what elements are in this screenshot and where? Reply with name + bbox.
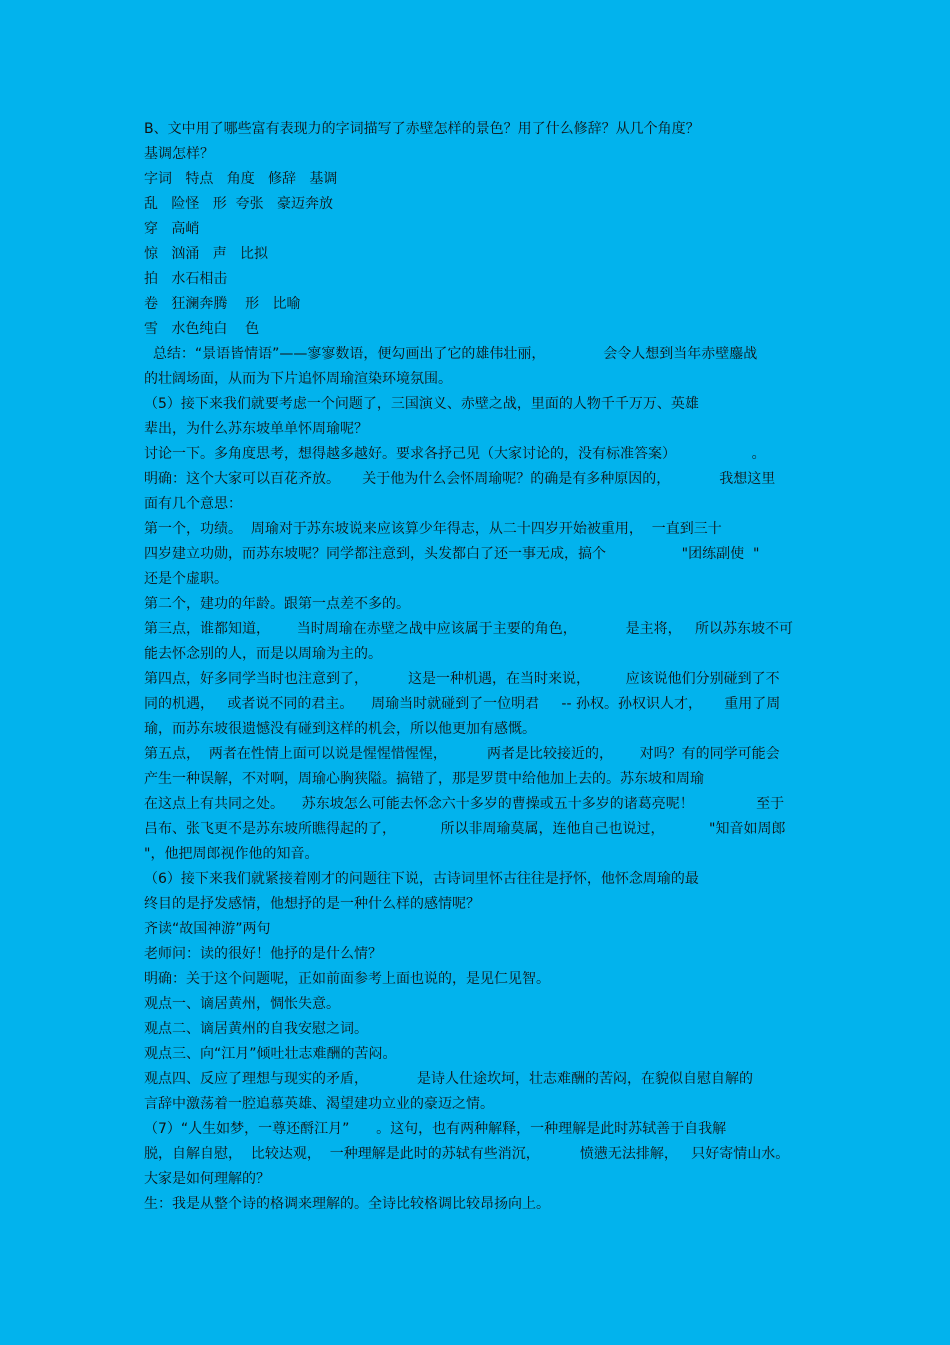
- text-line: 第四点，好多同学当时也注意到了， 这是一种机遇，在当时来说， 应该说他们分别碰到了不: [144, 671, 780, 687]
- text-line: 拍 水石相击: [144, 271, 228, 287]
- text-line: 观点二、谪居黄州的自我安慰之词。: [144, 1021, 368, 1037]
- text-line: 同的机遇， 或者说不同的君主。 周瑜当时就碰到了一位明君 -- 孙权。孙权识人才， 重用了周: [144, 696, 781, 712]
- text-line: 讨论一下。多角度思考，想得越多越好。要求各抒己见（大家讨论的，没有标准答案） 。: [144, 446, 766, 462]
- text-line: 脱，自解自慰， 比较达观， 一种理解是此时的苏轼有些消沉， 愤懑无法排解， 只好寄情山水。: [144, 1146, 790, 1162]
- text-line: 面有几个意思：: [144, 496, 242, 512]
- text-line: B、文中用了哪些富有表现力的字词描写了赤壁怎样的景色？用了什么修辞？从几个角度？: [144, 121, 700, 137]
- text-line: 字词 特点 角度 修辞 基调: [144, 171, 338, 187]
- document-body: [144, 117, 809, 1217]
- text-line: 辈出，为什么苏东坡单单怀周瑜呢？: [144, 421, 368, 437]
- text-line: 明确：关于这个问题呢，正如前面参考上面也说的，是见仁见智。: [144, 971, 550, 987]
- text-line: "，他把周郎视作他的知音。: [144, 846, 319, 862]
- text-line: 观点一、谪居黄州，惆怅失意。: [144, 996, 340, 1012]
- text-line: 的壮阔场面，从而为下片追怀周瑜渲染环境氛围。: [144, 371, 452, 387]
- text-line: 还是个虚职。: [144, 571, 228, 587]
- text-line: 雪 水色纯白 色: [144, 321, 260, 337]
- text-line: 基调怎样？: [144, 146, 214, 162]
- text-line: 四岁建立功勋，而苏东坡呢？同学都注意到，头发都白了还一事无成，搞个 "团练副使 ": [144, 546, 760, 562]
- text-line: 在这点上有共同之处。 苏东坡怎么可能去怀念六十多岁的曹操或五十多岁的诸葛亮呢！ 至于: [144, 796, 785, 812]
- text-line: 第五点， 两者在性情上面可以说是惺惺惜惺惺， 两者是比较接近的， 对吗？有的同学可能会: [144, 746, 780, 762]
- text-line: 乱 险怪 形 夸张 豪迈奔放: [144, 196, 333, 212]
- text-line: （6）接下来我们就紧接着刚才的问题往下说，古诗词里怀古往往是抒怀，他怀念周瑜的最: [144, 871, 699, 887]
- text-line: 生：我是从整个诗的格调来理解的。全诗比较格调比较昂扬向上。: [144, 1196, 550, 1212]
- text-line: 言辞中激荡着一腔追慕英雄、渴望建功立业的豪迈之情。: [144, 1096, 494, 1112]
- text-line: 明确：这个大家可以百花齐放。 关于他为什么会怀周瑜呢？的确是有多种原因的， 我想这里: [144, 471, 776, 487]
- text-line: 第二个，建功的年龄。跟第一点差不多的。: [144, 596, 410, 612]
- text-line: 总结：“景语皆情语”——寥寥数语，便勾画出了它的雄伟壮丽， 会令人想到当年赤壁鏖战: [144, 346, 758, 362]
- text-line: 老师问：读的很好！他抒的是什么情？: [144, 946, 382, 962]
- text-line: 第三点，谁都知道， 当时周瑜在赤壁之战中应该属于主要的角色， 是主将， 所以苏东坡不可: [144, 621, 794, 637]
- text-line: 能去怀念别的人，而是以周瑜为主的。: [144, 646, 382, 662]
- text-line: （5）接下来我们就要考虑一个问题了，三国演义、赤壁之战，里面的人物千千万万、英雄: [144, 396, 699, 412]
- text-line: （7）“人生如梦，一尊还酹江月” 。这句，也有两种解释，一种理解是此时苏轼善于自我解: [144, 1121, 727, 1137]
- text-line: 吕布、张飞更不是苏东坡所瞧得起的了， 所以非周瑜莫属，连他自己也说过， "知音如周郎: [144, 821, 786, 837]
- text-line: 观点三、向“江月”倾吐壮志难酬的苦闷。: [144, 1046, 397, 1062]
- text-line: 卷 狂澜奔腾 形 比喻: [144, 296, 301, 312]
- text-line: 齐读“故国神游”两句: [144, 921, 271, 937]
- text-line: 穿 高峭: [144, 221, 200, 237]
- text-line: 瑜，而苏东坡很遗憾没有碰到这样的机会，所以他更加有感慨。: [144, 721, 536, 737]
- text-line: 产生一种误解，不对啊，周瑜心胸狭隘。搞错了，那是罗贯中给他加上去的。苏东坡和周瑜: [144, 771, 704, 787]
- text-line: 终目的是抒发感情，他想抒的是一种什么样的感情呢？: [144, 896, 480, 912]
- text-line: 观点四、反应了理想与现实的矛盾， 是诗人仕途坎坷，壮志难酬的苦闷，在貌似自慰自解的: [144, 1071, 753, 1087]
- text-line: 大家是如何理解的？: [144, 1171, 270, 1187]
- text-line: 第一个，功绩。 周瑜对于苏东坡说来应该算少年得志，从二十四岁开始被重用， 一直到三十: [144, 521, 722, 537]
- text-line: 惊 汹涌 声 比拟: [144, 246, 269, 262]
